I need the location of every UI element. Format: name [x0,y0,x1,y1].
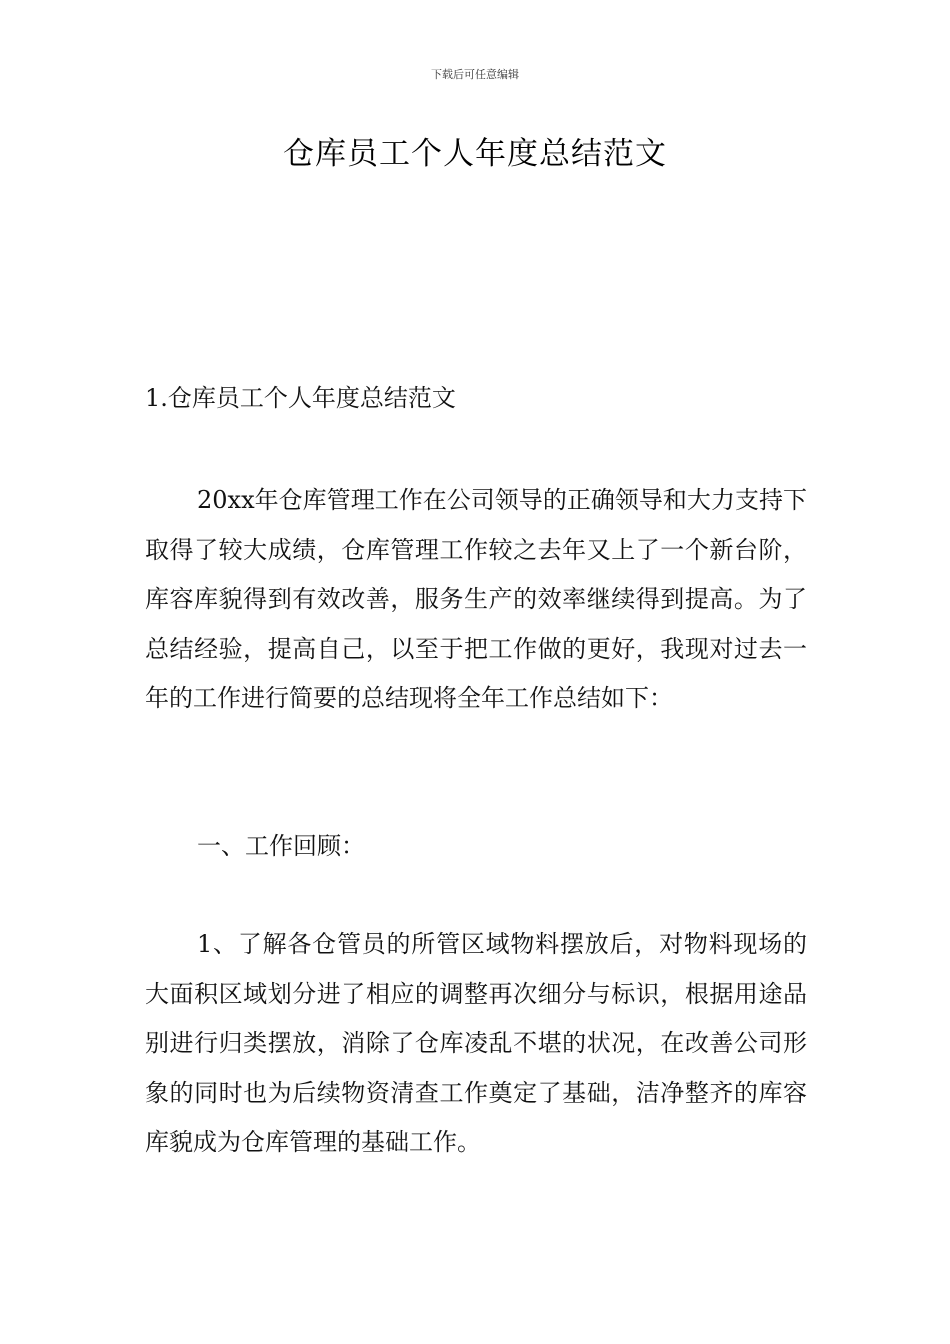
header-note: 下载后可任意编辑 [431,68,519,81]
intro-paragraph: 20xx年仓库管理工作在公司领导的正确领导和大力支持下取得了较大成绩，仓库管理工作较之去年又上了一个新台阶，库容库貌得到有效改善，服务生产的效率继续得到提高。为了总结经验，提高自己，以至于把工作做的更好，我现对过去一年的工作进行简要的总结现将全年工作总结如下： [145,486,807,712]
item-1-paragraph: 1、了解各仓管员的所管区域物料摆放后，对物料现场的大面积区域划分进了相应的调整再次细分与标识，根据用途品别进行归类摆放，消除了仓库凌乱不堪的状况，在改善公司形象的同时也为后续物资清查工作奠定了基础，洁净整齐的库容库貌成为仓库管理的基础工作。 [145,930,807,1156]
section-heading: 1.仓库员工个人年度总结范文 [145,384,456,412]
review-heading: 一、工作回顾： [197,832,365,860]
document-title: 仓库员工个人年度总结范文 [283,136,667,172]
